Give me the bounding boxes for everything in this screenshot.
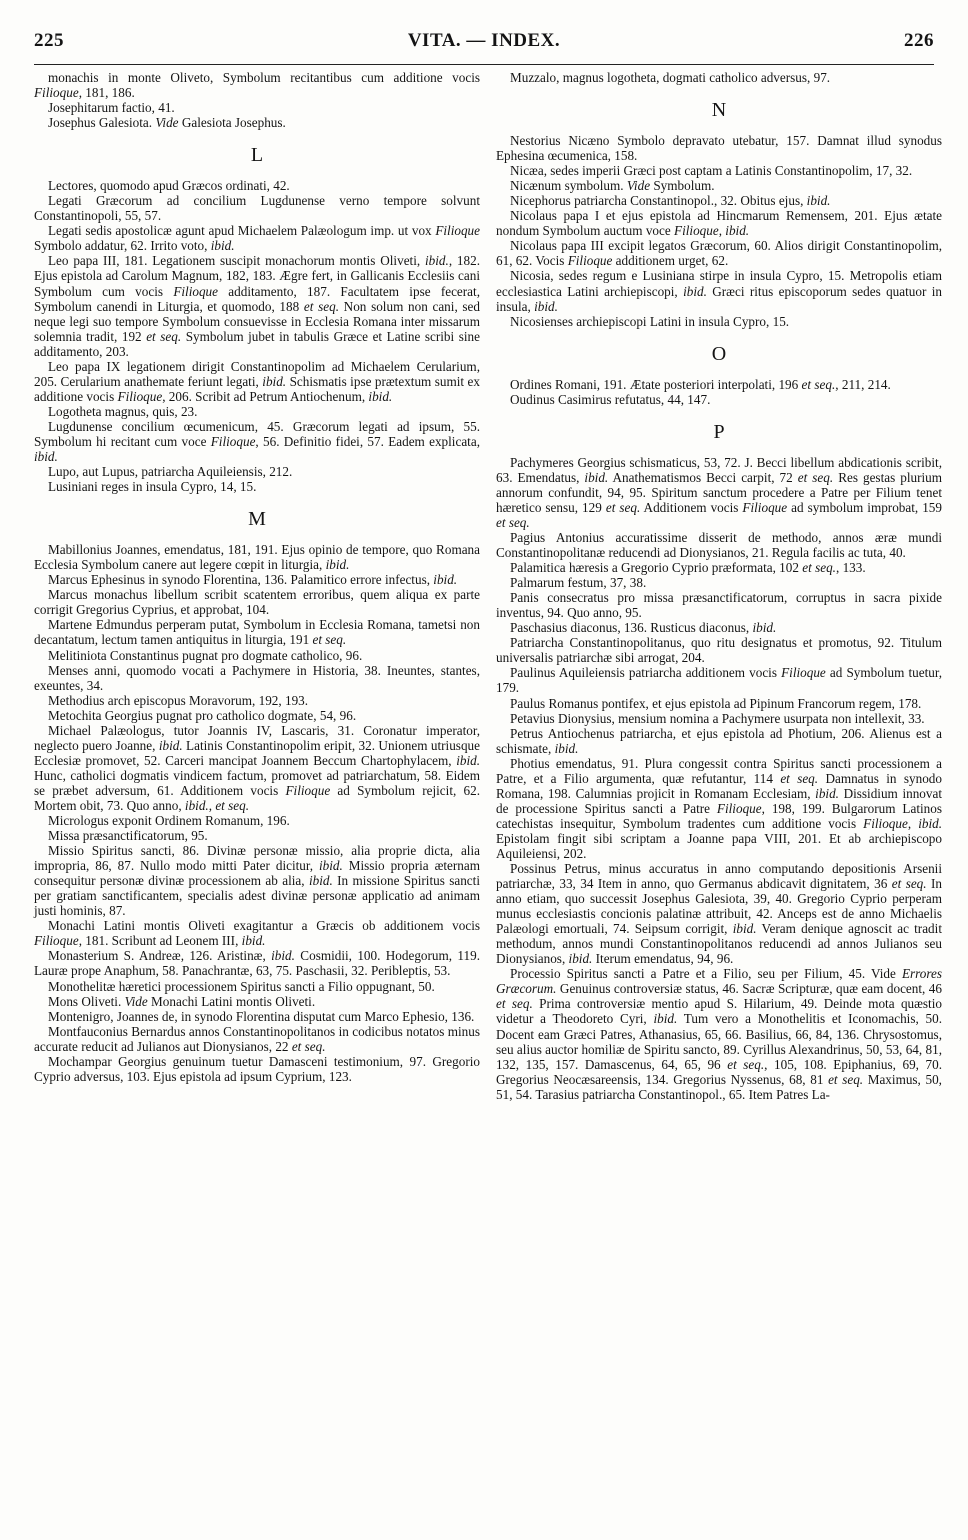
index-entry: Melitiniota Constantinus pugnat pro dogmate catholico, 96. xyxy=(48,647,363,663)
index-entry: Paulinus Aquileiensis patriarcha additionem vocis Filioque ad Symbolum tuetur, 179. xyxy=(496,665,942,696)
index-entry: Montenigro, Joannes de, in synodo Florentina disputat cum Marco Ephesio, 136. xyxy=(48,1008,475,1024)
index-entry: Paschasius diaconus, 136. Rusticus diaconus, ibid. xyxy=(510,620,777,636)
index-entry: Pachymeres Georgius schismaticus, 53, 72. J. Becci libellum abdicationis scribit, 63. Emendatus, ibid. Anathematismos Becci carpit, 72 et seq. Res gestas plurium annorum confundit, 94, 95. Spiritum sanctum procedere a Patre per Filium tenet hæretico sensu, 129 et seq. Additionem vocis Filioque ad symbolum improbat, 159 et seq. xyxy=(496,454,942,530)
index-entry: Petavius Dionysius, mensium nomina a Pachymere usurpata non intellexit, 33. xyxy=(510,710,925,726)
index-entry: Nestorius Nicæno Symbolo depravato utebatur, 157. Damnat illud synodus Ephesina œcumenica, 158. xyxy=(496,133,942,164)
index-entry: Monachi Latini montis Oliveti exagitantur a Græcis ob additionem vocis Filioque, 181. Scribunt ad Leonem III, ibid. xyxy=(34,918,480,949)
index-entry: Legati Græcorum ad concilium Lugdunense verno tempore solvunt Constantinopoli, 55, 57. xyxy=(34,193,480,224)
index-entry: Michael Palæologus, tutor Joannis IV, Lascaris, 31. Coronatur imperator, neglecto puero Joanne, ibid. Latinis Constantinopolim eripit, 32. Unionem utriusque Ecclesiæ promovet, 52. Carceri mancipat Joannem Beccum Chartophylacem, ibid. Hunc, catholici dogmatis vindicem factum, promovet ad patriarchatum, 58. Eidem se præbet adversum, 61. Additionem vocis Filioque ad Symbolum rejicit, 62. Mortem obit, 73. Quo anno, ibid., et seq. xyxy=(34,722,480,813)
index-entry: Leo papa III, 181. Legationem suscipit monachorum montis Oliveti, ibid., 182. Ejus epistola ad Carolum Magnum, 182, 183. Ægre fert, in Gallicanis Ecclesiis cani Symbolum cum vocis Filioque additamento, 187. Facultatem ipse fecerat, Symbolum canendi in Liturgia, et quomodo, 188 et seq. Non solum non cani, sed neque legi suo tempore Symbolum consuevisse in Ecclesia Romana inter missarum solemnia tradit, 192 et seq. Symbolum jubet in tabulis Græce et Latine scribi sine additamento, 203. xyxy=(34,253,481,359)
index-entry: Nicosia, sedes regum e Lusiniana stirpe in insula Cypro, 15. Metropolis etiam ecclesiastica Latini archiepiscopi, ibid. Græci ritus episcoporum sedes quatuor in insula, ibid. xyxy=(496,268,942,314)
index-entry: Lectores, quomodo apud Græcos ordinati, 42. xyxy=(48,178,290,194)
index-entry: Menses anni, quomodo vocati a Pachymere in Historia, 38. Ineuntes, stantes, exeuntes, 34. xyxy=(34,662,480,693)
index-entry: Muzzalo, magnus logotheta, dogmati catholico adversus, 97. xyxy=(510,70,831,85)
index-entry: Legati sedis apostolicæ agunt apud Michaelem Palæologum imp. ut vox Filioque Symbolo addatur, 62. Irrito voto, ibid. xyxy=(34,223,480,254)
section-letter: L xyxy=(250,144,264,167)
left-index-column xyxy=(34,70,480,1084)
index-entry: Lusiniani reges in insula Cypro, 14, 15. xyxy=(48,479,257,495)
index-entry: Nicolaus papa III excipit legatos Græcorum, 60. Alios dirigit Constantinopolim, 61, 62. Vocis Filioque additionem urget, 62. xyxy=(496,238,942,269)
index-entry: Logotheta magnus, quis, 23. xyxy=(48,403,198,419)
index-entry: Josephitarum factio, 41. xyxy=(48,100,175,116)
index-entry: Marcus Ephesinus in synodo Florentina, 136. Palamitico errore infectus, ibid. xyxy=(48,572,458,588)
section-letter: M xyxy=(248,508,266,531)
running-title: VITA. — INDEX. xyxy=(407,30,561,51)
section-letter: N xyxy=(711,99,727,122)
index-entry: Processio Spiritus sancti a Patre et a Filio, seu per Filium, 45. Vide Errores Græcorum. Genuinus controversiæ status, 46. Sacræ Scripturæ, quæ eam docent, 46 et seq. Prima controversiæ mentio apud S. Hilarium, 49. Deinde mota quæstio videtur a Theodoreto Cyri, ibid. Tum vero a Monothelitis et Iconomachis, 50. Docent eam Græci Patres, Athanasius, 65, 66. Basilius, 66, 84, 136. Chrysostomus, seu alius auctor homiliæ de Spiritu sancto, 89. Cyrillus Alexandrinus, 50, 53, 64, 81, 132, 135, 157. Damascenus, 64, 65, 96 et seq., 105, 108. Epiphanius, 69, 70. Gregorius Neocæsareensis, 134. Gregorius Nyssenus, 68, 81 et seq. Maximus, 50, 51, 54. Tarasius patriarcha Constantinopol., 65. Item Patres La- xyxy=(496,966,942,1102)
index-entry: Marcus monachus libellum scribit scatentem erroribus, quem aliqua ex parte corrigit Gregorius Cyprius, et approbat, 104. xyxy=(34,587,480,618)
index-entry: Leo papa IX legationem dirigit Constantinopolim ad Michaelem Cerularium, 205. Cerularium anathemate feriunt legati, ibid. Schismatis ipse prætextum sumit ex additione vocis Filioque, 206. Scribit ad Petrum Antiochenum, ibid. xyxy=(34,358,481,404)
index-entry: Palmarum festum, 37, 38. xyxy=(510,575,647,591)
index-entry: Missio Spiritus sancti, 86. Divinæ personæ missio, alia proprie dicta, alia impropria, 86, 87. Nullo modo mitti Pater dicitur, ibid. Missio propria æternam consequitur personæ divinæ processionem ab alia, ibid. In missione Spiritus sancti per gratiam sanctificantem, specialis adest divinæ personæ applicatio ad animam justi hominis, 87. xyxy=(34,843,480,919)
index-entry: Mochampar Georgius genuinum tuetur Damasceni testimonium, 97. Gregorio Cyprio adversus, 103. Ejus epistola ad ipsum Cyprium, 123. xyxy=(34,1053,480,1084)
index-entry: Methodius arch episcopus Moravorum, 192, 193. xyxy=(48,692,309,708)
index-entry: Pagius Antonius accuratissime disserit de methodo, annos æræ mundi Constantinopolitanæ reducendi ad Dionysianos, 21. Regula facilis ac tuta, 40. xyxy=(496,529,942,561)
section-letter: P xyxy=(713,420,725,443)
index-entry: Nicænum symbolum. Vide Symbolum. xyxy=(510,178,715,194)
index-entry: Nicosienses archiepiscopi Latini in insula Cypro, 15. xyxy=(510,313,790,329)
index-entry: Micrologus exponit Ordinem Romanum, 196. xyxy=(48,813,290,829)
index-entry: Oudinus Casimirus refutatus, 44, 147. xyxy=(510,391,711,407)
index-entry: Mabillonius Joannes, emendatus, 181, 191. Ejus opinio de tempore, quo Romana Ecclesia Symbolum canere aut legere cœpit in liturgia, ibid. xyxy=(34,542,480,573)
index-entry: Paulus Romanus pontifex, et ejus epistola ad Pipinum Francorum regem, 178. xyxy=(510,695,922,711)
index-entry: Petrus Antiochenus patriarcha, et ejus epistola ad Photium, 206. Alienus est a schismate, ibid. xyxy=(496,725,942,756)
index-entry: Monothelitæ hæretici processionem Spiritus sancti a Filio oppugnant, 50. xyxy=(48,978,435,994)
right-index-column xyxy=(496,70,942,1102)
index-entry: Josephus Galesiota. Vide Galesiota Josephus. xyxy=(48,115,286,131)
index-entry: Nicephorus patriarcha Constantinopol., 32. Obitus ejus, ibid. xyxy=(510,193,831,209)
section-letter: O xyxy=(711,342,727,365)
index-entry: monachis in monte Oliveto, Symbolum recitantibus cum additione vocis Filioque, 181, 186. xyxy=(34,70,480,101)
index-entry: Missa præsanctificatorum, 95. xyxy=(48,828,208,844)
index-entry: Patriarcha Constantinopolitanus, quo ritu designatus et promotus, 92. Titulum universalis patriarchæ sibi arrogat, 204. xyxy=(496,635,942,666)
index-entry: Ordines Romani, 191. Ætate posteriori interpolati, 196 et seq., 211, 214. xyxy=(510,376,891,392)
index-entry: Mons Oliveti. Vide Monachi Latini montis Oliveti. xyxy=(48,993,316,1009)
index-entry: Metochita Georgius pugnat pro catholico dogmate, 54, 96. xyxy=(48,707,357,723)
index-entry: Martene Edmundus perperam putat, Symbolum in Ecclesia Romana, tametsi non decantatum, lectum tamen antiquitus in liturgia, 191 et seq. xyxy=(34,617,480,648)
index-entry: Montfauconius Bernardus annos Constantinopolitanos in codicibus notatos minus accurate reducit ad Julianos aut Dionysianos, 22 et seq. xyxy=(34,1023,480,1054)
index-entry: Lupo, aut Lupus, patriarcha Aquileiensis, 212. xyxy=(48,464,293,480)
index-entry: Palamitica hæresis a Gregorio Cyprio præformata, 102 et seq., 133. xyxy=(510,560,866,576)
index-entry: Possinus Petrus, minus accuratus in anno computando depositionis Arsenii patriarchæ, 33, 34 Item in anno, quo Germanus abdicavit dignitatem, 36 et seq. In anno etiam, quo successit Josephus Galesiota, 39, 40. Gregorio Cyprio perperam munus ecclesiastis concionis palatinæ attribuit, 42. Anceps est de anno Michaelis Palæologi emortuali, 74. Seipsum corrigit, ibid. Veram denique agnoscit ac tradit methodum, annos mundi Constantinopolitanos reducendi ad annos Julianos seu Dionysianos, ibid. Iterum emendatus, 94, 96. xyxy=(496,861,942,967)
index-entry: Monasterium S. Andreæ, 126. Aristinæ, ibid. Cosmidii, 100. Hodegorum, 119. Lauræ prope Anaphum, 58. Panachrantæ, 63, 75. Paschasii, 32. Peribleptis, 53. xyxy=(34,948,480,979)
index-entry: Lugdunense concilium œcumenicum, 45. Græcorum legati ad ipsum, 55. Symbolum hi recitant cum voce Filioque, 56. Definitio fidei, 57. Eadem explicata, ibid. xyxy=(34,418,480,465)
left-page-number: 225 xyxy=(34,30,64,51)
index-entry: Panis consecratus pro missa præsanctificatorum, corruptus in sacra pixide inventus, 94. Quo anno, 95. xyxy=(496,590,942,621)
index-entry: Nicolaus papa I et ejus epistola ad Hincmarum Remensem, 201. Ejus ætate nondum Symbolum auctum voce Filioque, ibid. xyxy=(496,208,942,239)
running-header xyxy=(34,30,934,60)
index-entry: Nicæa, sedes imperii Græci post captam a Latinis Constantinopolim, 17, 32. xyxy=(510,163,913,179)
index-entry: Photius emendatus, 91. Plura congessit contra Spiritus sancti processionem a Patre, et a Filio argumenta, quæ refutantur, 114 et seq. Damnatus in synodo Romana, 198. Calumnias projicit in Romanam Ecclesiam, ibid. Dissidium innovat de processione Spiritus sancti a Patre Filioque, 198, 199. Bulgarorum Latinos catechistas insequitur, Symbolum tradentes cum additione vocis Filioque, ibid. Epistolam fingit sibi scriptam a Joanne papa VIII, 201. Et ab archiepiscopo Aquileiensi, 202. xyxy=(496,755,943,861)
right-page-number: 226 xyxy=(904,30,934,51)
header-rule xyxy=(34,64,934,65)
